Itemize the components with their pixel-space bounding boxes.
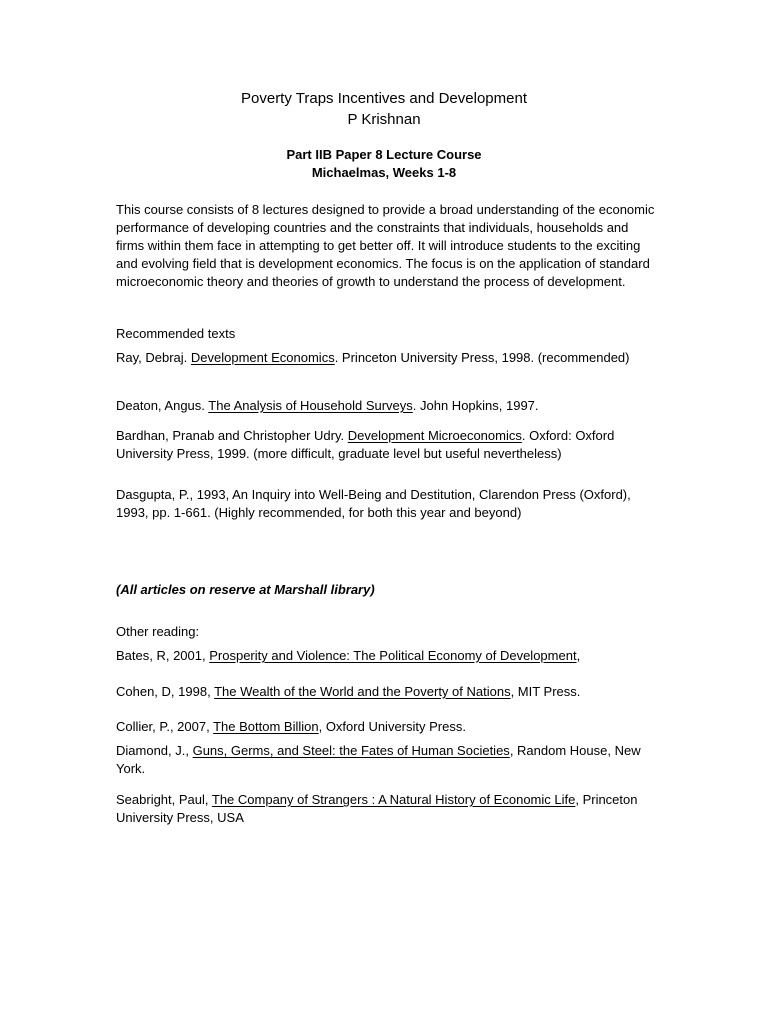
document-author: P Krishnan xyxy=(347,111,421,128)
document-title: Poverty Traps Incentives and Development xyxy=(241,90,527,107)
rec-item-dasgupta: Dasgupta, P., 1993, An Inquiry into Well-Being and Destitution, Clarendon Press (Oxford), 1993, pp. 1-661. (Highly recommended, for both this year and beyond) xyxy=(116,487,631,520)
book-title: Prosperity and Violence: The Political Economy of Development xyxy=(209,648,577,663)
title-block xyxy=(0,88,768,130)
other-item-collier: Collier, P., 2007, The Bottom Billion, Oxford University Press. xyxy=(116,719,466,734)
book-title: Development Microeconomics xyxy=(347,428,522,443)
other-item-bates: Bates, R, 2001, Prosperity and Violence: The Political Economy of Development, xyxy=(116,648,581,663)
course-block xyxy=(0,146,768,182)
rec-item-deaton: Deaton, Angus. The Analysis of Household Surveys. John Hopkins, 1997. xyxy=(116,398,539,413)
other-item-cohen: Cohen, D, 1998, The Wealth of the World and the Poverty of Nations, MIT Press. xyxy=(116,684,581,699)
book-title: The Bottom Billion xyxy=(213,719,319,734)
recommended-heading: Recommended texts xyxy=(116,326,236,341)
rec-item-bardhan: Bardhan, Pranab and Christopher Udry. Development Microeconomics. Oxford: Oxford University Press, 1999. (more difficult, graduate level but useful nevertheless) xyxy=(116,428,615,461)
course-term: Michaelmas, Weeks 1-8 xyxy=(311,165,457,180)
other-item-diamond: Diamond, J., Guns, Germs, and Steel: the Fates of Human Societies, Random House, New York. xyxy=(116,743,641,776)
course-name: Part IIB Paper 8 Lecture Course xyxy=(286,147,482,162)
book-title: The Wealth of the World and the Poverty of Nations xyxy=(214,684,511,699)
intro-paragraph: This course consists of 8 lectures designed to provide a broad understanding of the economic performance of developing countries and the constraints that individuals, households and firms within them face in attempting to get better off. It will introduce students to the exciting and evolving field that is development economics. The focus is on the application of standard microeconomic theory and theories of growth to understand the process of development. xyxy=(116,202,655,289)
reserve-note: (All articles on reserve at Marshall library) xyxy=(116,582,375,597)
book-title: Development Economics xyxy=(190,350,335,365)
book-title: Guns, Germs, and Steel: the Fates of Human Societies xyxy=(192,743,510,758)
book-title: The Company of Strangers : A Natural History of Economic Life xyxy=(211,792,576,807)
book-title: The Analysis of Household Surveys xyxy=(208,398,413,413)
rec-item-ray: Ray, Debraj. Development Economics. Princeton University Press, 1998. (recommended) xyxy=(116,350,630,365)
other-heading: Other reading: xyxy=(116,624,200,639)
other-item-seabright: Seabright, Paul, The Company of Strangers : A Natural History of Economic Life, Princeton University Press, USA xyxy=(116,792,638,825)
